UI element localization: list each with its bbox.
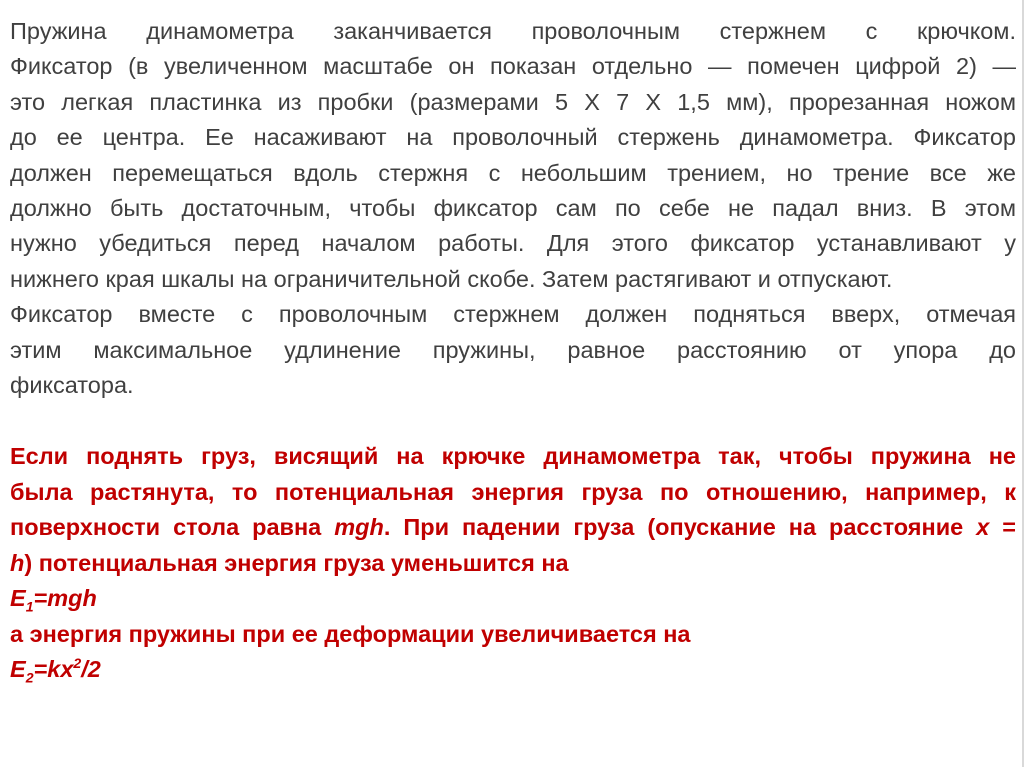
formula-subscript: 2 — [25, 669, 34, 686]
text-line: этим максимальное удлинение пружины, равное расстоянию от упора до — [10, 336, 1016, 363]
formula-x: x — [976, 514, 990, 541]
text-line — [10, 546, 1016, 581]
formula-h: h — [10, 549, 25, 576]
text-fragment: поверхности стола равна — [10, 514, 335, 541]
paragraph-fixator-description — [10, 14, 1016, 297]
text-line: Фиксатор (в увеличенном масштабе он показан отдельно — помечен цифрой 2) — — [10, 53, 1016, 80]
text-line: Пружина динамометра заканчивается проволочным стержнем с крючком. — [10, 18, 1016, 44]
formula-e1 — [10, 581, 1016, 616]
formula-rest: /2 — [81, 655, 101, 682]
formula-middle: =kx — [33, 655, 74, 682]
text-line: должен перемещаться вдоль стержня с небольшим трением, но трение все же — [10, 159, 1016, 186]
text-line: должно быть достаточным, чтобы фиксатор сам по себе не падал вниз. В этом — [10, 195, 1016, 222]
spacer — [10, 403, 1016, 439]
text-line: это легкая пластинка из пробки (размерами 5 X 7 X 1,5 мм), прорезанная ножом — [10, 88, 1016, 115]
text-fragment: . При падении груза (опускание на расстояние — [383, 514, 977, 541]
text-line — [10, 510, 1016, 545]
text-line: до ее центра. Ее насаживают на проволочный стержень динамометра. Фиксатор — [10, 124, 1016, 151]
formula-letter: E — [10, 655, 26, 682]
formula-subscript: 1 — [25, 598, 34, 615]
formula-e2 — [10, 652, 1016, 687]
text-line: а энергия пружины при ее деформации увеличивается на — [10, 620, 691, 647]
text-line: нижнего края шкалы на ограничительной скобе. Затем растягивают и отпускают. — [10, 265, 893, 292]
text-line: нужно убедиться перед началом работы. Для этого фиксатор устанавливают у — [10, 230, 1016, 257]
formula-mgh: mgh — [334, 514, 384, 541]
formula-letter: E — [10, 585, 26, 612]
formula-rest: =mgh — [33, 585, 97, 612]
text-line: была растянута, то потенциальная энергия груза по отношению, например, к — [10, 478, 1016, 505]
energy-explanation — [10, 439, 1016, 687]
text-line: Если поднять груз, висящий на крючке динамометра так, чтобы пружина не — [10, 443, 1016, 470]
slide-content — [10, 14, 1016, 687]
text-fragment: = — [989, 514, 1016, 541]
text-line: фиксатора. — [10, 372, 134, 399]
text-fragment: ) потенциальная энергия груза уменьшится на — [24, 549, 569, 576]
formula-superscript: 2 — [73, 655, 82, 672]
text-line: Фиксатор вместе с проволочным стержнем должен подняться вверх, отмечая — [10, 301, 1016, 328]
paragraph-fixator-rise — [10, 297, 1016, 403]
